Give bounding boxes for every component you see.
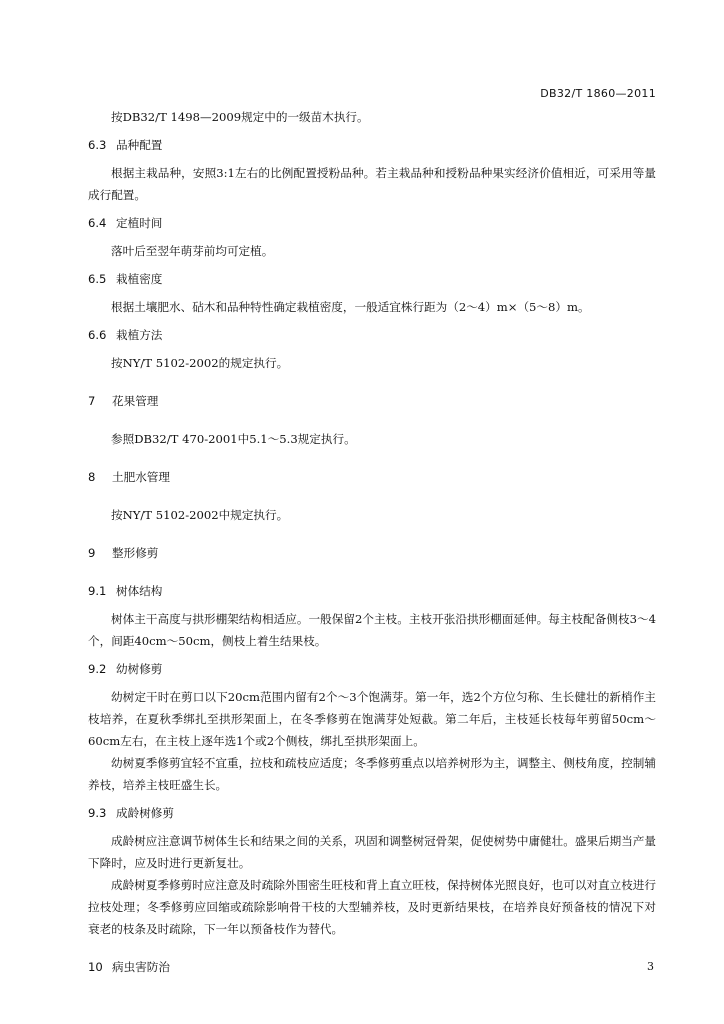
heading-9-3: 9.3 成龄树修剪 bbox=[88, 806, 174, 820]
paragraph-6-3: 根据主栽品种，安照3:1左右的比例配置授粉品种。若主栽品种和授粉品种果实经济价值相近，可采用等量成行配置。 bbox=[88, 166, 656, 202]
heading-7: 7 花果管理 bbox=[88, 394, 159, 408]
paragraph-9-3-a: 成龄树应注意调节树体生长和结果之间的关系，巩固和调整树冠骨架，促使树势中庸健壮。盛果后期当产量下降时，应及时进行更新复壮。 bbox=[88, 834, 656, 870]
document-id-header: DB32/T 1860—2011 bbox=[540, 87, 656, 100]
paragraph-9-2-b: 幼树夏季修剪宜轻不宜重，拉枝和疏枝应适度；冬季修剪重点以培养树形为主，调整主、侧枝角度，控制辅养枝，培养主枝旺盛生长。 bbox=[88, 756, 656, 792]
paragraph-9-2-a: 幼树定干时在剪口以下20cm范围内留有2个～3个饱满芽。第一年，选2个方位匀称、生长健壮的新梢作主枝培养，在夏秋季绑扎至拱形架面上，在冬季修剪在饱满芽处短截。第二年后，主枝延长枝每年剪留50cm～60cm左右，在主枝上逐年选1个或2个侧枝，绑扎至拱形架面上。 bbox=[88, 690, 656, 748]
heading-6-5: 6.5 栽植密度 bbox=[88, 272, 163, 286]
document-body bbox=[88, 106, 656, 994]
heading-10: 10 病虫害防治 bbox=[88, 960, 170, 974]
paragraph-6-5: 根据土壤肥水、砧木和品种特性确定栽植密度，一般适宜株行距为（2～4）m×（5～8）m。 bbox=[111, 300, 590, 314]
paragraph-7: 参照DB32/T 470-2001中5.1～5.3规定执行。 bbox=[111, 432, 356, 446]
paragraph-6-4: 落叶后至翌年萌芽前均可定植。 bbox=[111, 244, 274, 258]
paragraph-9-3-b: 成龄树夏季修剪时应注意及时疏除外围密生旺枝和背上直立旺枝，保持树体光照良好，也可以对直立枝进行拉枝处理；冬季修剪应回缩或疏除影响骨干枝的大型辅养枝，及时更新结果枝，在培养良好预备枝的情况下对衰老的枝条及时疏除，下一年以预备枝作为替代。 bbox=[88, 878, 656, 936]
heading-9-2: 9.2 幼树修剪 bbox=[88, 662, 163, 676]
paragraph-6-6: 按NY/T 5102-2002的规定执行。 bbox=[111, 356, 289, 370]
heading-9-1: 9.1 树体结构 bbox=[88, 584, 163, 598]
heading-6-4: 6.4 定植时间 bbox=[88, 216, 163, 230]
heading-6-6: 6.6 栽植方法 bbox=[88, 328, 163, 342]
heading-6-3: 6.3 品种配置 bbox=[88, 138, 163, 152]
paragraph-8: 按NY/T 5102-2002中规定执行。 bbox=[111, 508, 289, 522]
page-number: 3 bbox=[647, 960, 654, 973]
heading-9: 9 整形修剪 bbox=[88, 546, 159, 560]
paragraph-intro: 按DB32/T 1498—2009规定中的一级苗木执行。 bbox=[111, 110, 369, 124]
paragraph-9-1: 树体主干高度与拱形棚架结构相适应。一般保留2个主枝。主枝开张沿拱形棚面延伸。每主枝配备侧枝3～4个，间距40cm～50cm，侧枝上着生结果枝。 bbox=[88, 612, 656, 648]
heading-8: 8 土肥水管理 bbox=[88, 470, 170, 484]
